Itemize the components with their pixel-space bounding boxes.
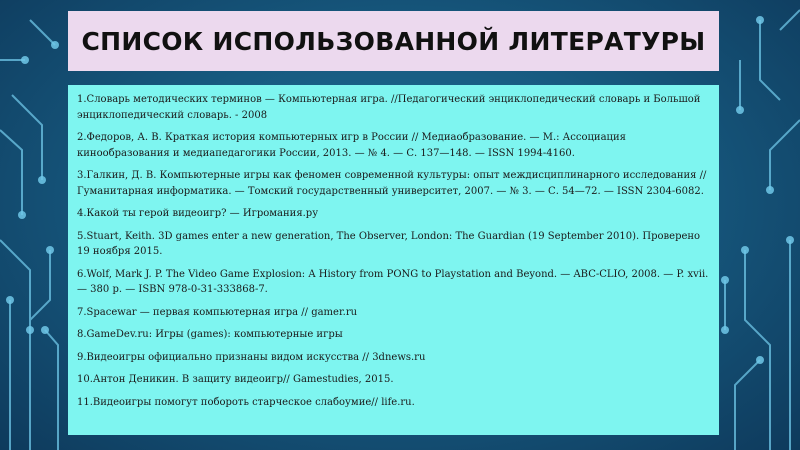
reference-item-7: 7.Spacewar — первая компьютерная игра // gamer.ru [77, 306, 358, 318]
reference-item-5: 5.Stuart, Keith. 3D games enter a new generation, The Observer, London: The Guardian (19 September 2010). Проверено 19 ноября 2015. [77, 230, 701, 257]
reference-item-4: 4.Какой ты герой видеоигр? — Игромания.ру [77, 208, 319, 219]
reference-item-3: 3.Галкин, Д. В. Компьютерные игры как феномен современной культуры: опыт междисциплинарного исследования // Гуманитарная информатика. — Томский государственный университет, 2007. — № 3. — С. 54—72. — ISSN 2304-6082. [77, 170, 707, 197]
title-banner [68, 11, 719, 71]
reference-item-10: 10.Антон Деникин. В защиту видеоигр// Gamestudies, 2015. [77, 374, 394, 385]
references-panel [68, 85, 719, 435]
reference-item-8: 8.GameDev.ru: Игры (games): компьютерные игры [77, 329, 343, 340]
reference-item-1: 1.Словарь методических терминов — Компьютерная игра. //Педагогический энциклопедический словарь и Большой энциклопедический словарь. - 2008 [77, 94, 701, 121]
reference-item-9: 9.Видеоигры официально признаны видом искусства // 3dnews.ru [77, 351, 426, 363]
reference-item-11: 11.Видеоигры помогут побороть старческое слабоумие// life.ru. [77, 396, 415, 408]
reference-list [77, 92, 711, 410]
reference-item-2: 2.Федоров, А. В. Краткая история компьютерных игр в России // Медиаобразование. — М.: Ассоциация кинообразования и медиапедагогики России, 2013. — № 4. — С. 137—148. — ISSN 1994-4160. [77, 132, 626, 159]
slide-title: СПИСОК ИСПОЛЬЗОВАННОЙ ЛИТЕРАТУРЫ [81, 26, 706, 56]
reference-item-6: 6.Wolf, Mark J. P. The Video Game Explosion: A History from PONG to Playstation and Beyond. — ABC-CLIO, 2008. — P. xvii. — 380 p. — ISBN 978-0-31-333868-7. [77, 268, 709, 295]
